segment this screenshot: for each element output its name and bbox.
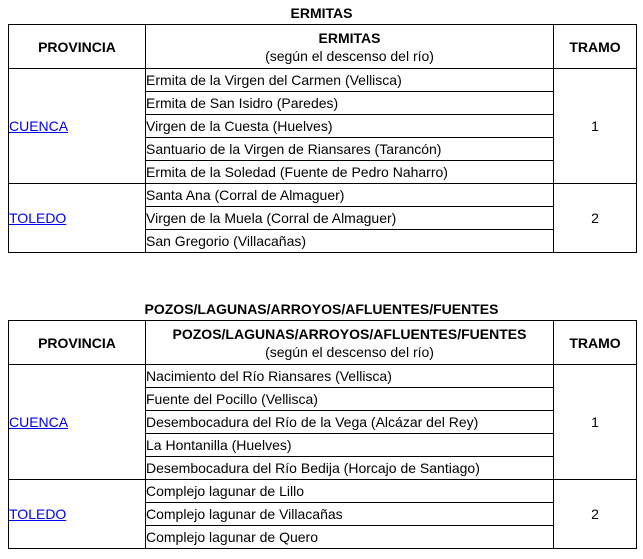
provincia-link-cuenca[interactable]: CUENCA (9, 118, 69, 134)
header-items (146, 25, 554, 69)
list-item: Complejo lagunar de Lillo (146, 480, 554, 503)
list-item: Virgen de la Muela (Corral de Almaguer) (146, 207, 554, 230)
list-item: Ermita de la Soledad (Fuente de Pedro Naharro) (146, 161, 554, 184)
provincia-cell-toledo (9, 184, 146, 253)
table-row (9, 480, 637, 503)
list-item: Desembocadura del Río de la Vega (Alcázar del Rey) (146, 411, 554, 434)
header-provincia: PROVINCIA (9, 25, 146, 69)
table-row (9, 184, 637, 207)
list-item: Fuente del Pocillo (Vellisca) (146, 388, 554, 411)
provincia-cell-toledo (9, 480, 146, 549)
list-item: La Hontanilla (Huelves) (146, 434, 554, 457)
provincia-link-cuenca[interactable]: CUENCA (9, 414, 69, 430)
header-items-sub: (según el descenso del río) (265, 47, 434, 64)
ermitas-table (8, 24, 637, 253)
table-header-row (9, 321, 637, 365)
header-provincia: PROVINCIA (9, 321, 146, 365)
table-row (9, 69, 637, 92)
list-item: Ermita de San Isidro (Paredes) (146, 92, 554, 115)
list-item: Complejo lagunar de Villacañas (146, 503, 554, 526)
list-item: Nacimiento del Río Riansares (Vellisca) (146, 365, 554, 388)
section-title-pozos: POZOS/LAGUNAS/ARROYOS/AFLUENTES/FUENTES (144, 301, 499, 317)
tramo-cell: 1 (554, 69, 637, 184)
section-title-ermitas: ERMITAS (290, 5, 353, 21)
list-item: Complejo lagunar de Quero (146, 526, 554, 549)
tramo-cell: 2 (554, 480, 637, 549)
list-item: Santa Ana (Corral de Almaguer) (146, 184, 554, 207)
list-item: Santuario de la Virgen de Riansares (Tarancón) (146, 138, 554, 161)
list-item: San Gregorio (Villacañas) (146, 230, 554, 253)
list-item: Ermita de la Virgen del Carmen (Vellisca) (146, 69, 554, 92)
header-tramo: TRAMO (554, 321, 637, 365)
header-items (146, 321, 554, 365)
list-item: Virgen de la Cuesta (Huelves) (146, 115, 554, 138)
header-items-main: ERMITAS (318, 29, 381, 46)
table-row (9, 365, 637, 388)
list-item: Desembocadura del Río Bedija (Horcajo de Santiago) (146, 457, 554, 480)
provincia-link-toledo[interactable]: TOLEDO (9, 506, 67, 522)
provincia-cell-cuenca (9, 365, 146, 480)
tramo-cell: 2 (554, 184, 637, 253)
provincia-cell-cuenca (9, 69, 146, 184)
header-tramo: TRAMO (554, 25, 637, 69)
tramo-cell: 1 (554, 365, 637, 480)
table-header-row (9, 25, 637, 69)
header-items-sub: (según el descenso del río) (265, 343, 434, 360)
pozos-table (8, 320, 637, 549)
provincia-link-toledo[interactable]: TOLEDO (9, 210, 67, 226)
header-items-main: POZOS/LAGUNAS/ARROYOS/AFLUENTES/FUENTES (172, 325, 527, 342)
